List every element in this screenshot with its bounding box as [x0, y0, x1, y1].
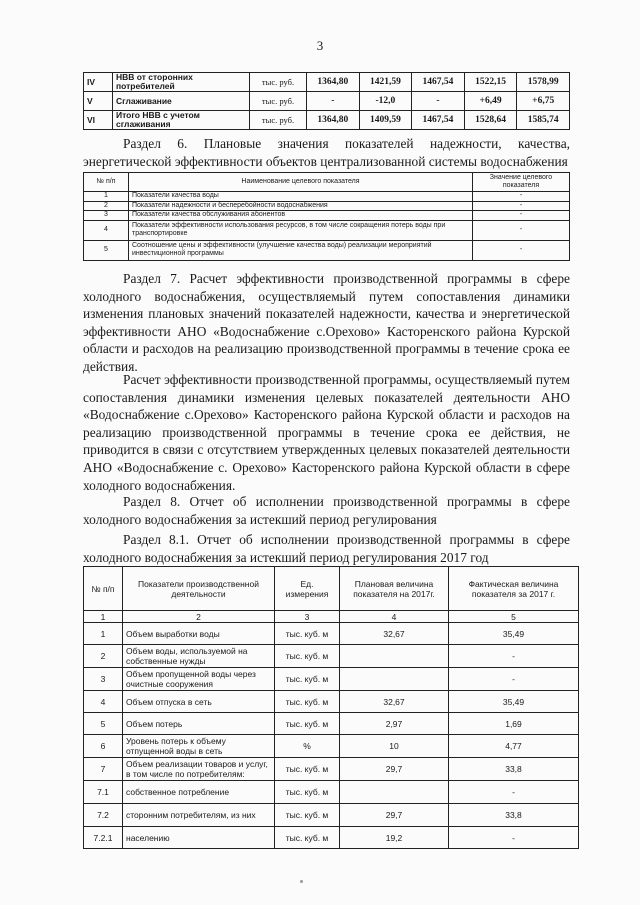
table-row [84, 827, 579, 849]
col-number: 4 [340, 611, 449, 623]
section-6-heading: Раздел 6. Плановые значения показателей надежности, качества, энергетической эффективности объектов централизованной системы водоснабжения [83, 136, 570, 169]
row-name: Показатели качества обслуживания абонентов [129, 211, 473, 221]
row-value: +6,75 [517, 92, 570, 111]
row-value: 1421,59 [359, 73, 412, 92]
row-number: 3 [84, 668, 123, 691]
row-plan-value: 2,97 [340, 713, 449, 735]
table-row [84, 73, 570, 92]
row-name: Показатели качества воды [129, 192, 473, 202]
table-row [84, 220, 570, 240]
row-number: 6 [84, 735, 123, 758]
col-header-unit: Ед. измерения [275, 567, 340, 611]
col-header-num: № п/п [84, 567, 123, 611]
row-value: +6,49 [464, 92, 517, 111]
row-number: 7 [84, 758, 123, 781]
row-number: 3 [84, 211, 129, 221]
row-number: VI [84, 111, 113, 130]
nvv-table [83, 72, 570, 130]
row-number: 7.2.1 [84, 827, 123, 849]
row-value: 1522,15 [464, 73, 517, 92]
table-row [84, 240, 570, 260]
row-number: 5 [84, 713, 123, 735]
col-header-num: № п/п [84, 173, 129, 192]
row-value: - [412, 92, 465, 111]
production-report-table [83, 566, 579, 849]
row-plan-value [340, 781, 449, 804]
row-fact-value: - [449, 827, 579, 849]
row-indicator: Объем потерь [123, 713, 275, 735]
row-indicator: Объем пропущенной воды через очистные сооружения [123, 668, 275, 691]
row-value: - [307, 92, 360, 111]
col-header-indicator: Показатели производственной деятельности [123, 567, 275, 611]
table-row [84, 92, 570, 111]
row-value: 1364,80 [307, 73, 360, 92]
row-value: 1409,59 [359, 111, 412, 130]
scan-speck [300, 880, 303, 883]
row-indicator: сторонним потребителям, из них [123, 804, 275, 827]
row-name: Показатели надежности и бесперебойности водоснабжения [129, 201, 473, 211]
row-value: 1467,54 [412, 73, 465, 92]
row-plan-value: 32,67 [340, 623, 449, 645]
row-value: 1528,64 [464, 111, 517, 130]
row-unit: тыс. куб. м [275, 623, 340, 645]
row-unit: тыс. куб. м [275, 781, 340, 804]
row-fact-value: 35,49 [449, 623, 579, 645]
row-indicator: собственное потребление [123, 781, 275, 804]
row-name: Сглаживание [113, 92, 250, 111]
row-unit: тыс. куб. м [275, 691, 340, 713]
row-number: 4 [84, 691, 123, 713]
table-row [84, 713, 579, 735]
table-row [84, 201, 570, 211]
section-8-1-heading: Раздел 8.1. Отчет об исполнении производственной программы в сфере холодного водоснабжения за истекший период регулирования 2017 год [83, 532, 570, 565]
row-name: Соотношение цены и эффективности (улучшение качества воды) реализации мероприятий инвестиционной программы [129, 240, 473, 260]
row-number: 1 [84, 192, 129, 202]
row-number: 2 [84, 645, 123, 668]
table-row [84, 211, 570, 221]
section-8-heading: Раздел 8. Отчет об исполнении производственной программы в сфере холодного водоснабжения за истекший период регулирования [83, 494, 570, 527]
row-number: 7.1 [84, 781, 123, 804]
target-indicators-table [83, 172, 570, 261]
table-row [84, 192, 570, 202]
row-value: - [473, 192, 570, 202]
row-name: НВВ от сторонних потребителей [113, 73, 250, 92]
row-unit: тыс. куб. м [275, 758, 340, 781]
table-row [84, 645, 579, 668]
col-header-name: Наименование целевого показателя [129, 173, 473, 192]
col-header-value: Значение целевого показателя [473, 173, 570, 192]
row-plan-value [340, 645, 449, 668]
row-number: V [84, 92, 113, 111]
row-number: 4 [84, 220, 129, 240]
row-fact-value: 1,69 [449, 713, 579, 735]
row-name: Показатели эффективности использования ресурсов, в том числе сокращения потерь воды при транспортировке [129, 220, 473, 240]
row-value: - [473, 220, 570, 240]
row-unit: тыс. руб. [250, 92, 307, 111]
row-unit: тыс. куб. м [275, 827, 340, 849]
row-number: 2 [84, 201, 129, 211]
row-indicator: Объем реализации товаров и услуг, в том числе по потребителям: [123, 758, 275, 781]
row-unit: тыс. куб. м [275, 713, 340, 735]
table-row [84, 691, 579, 713]
table-row [84, 735, 579, 758]
row-value: 1578,99 [517, 73, 570, 92]
row-value: 1585,74 [517, 111, 570, 130]
col-number: 1 [84, 611, 123, 623]
row-number: IV [84, 73, 113, 92]
row-fact-value: 33,8 [449, 804, 579, 827]
row-unit: % [275, 735, 340, 758]
row-value: 1467,54 [412, 111, 465, 130]
row-value: 1364,80 [307, 111, 360, 130]
page-number: 3 [316, 38, 324, 53]
row-fact-value: 4,77 [449, 735, 579, 758]
row-fact-value: 35,49 [449, 691, 579, 713]
col-header-fact: Фактическая величина показателя за 2017 г. [449, 567, 579, 611]
col-number: 2 [123, 611, 275, 623]
row-value: - [473, 201, 570, 211]
table-row [84, 623, 579, 645]
row-plan-value [340, 668, 449, 691]
row-unit: тыс. куб. м [275, 804, 340, 827]
table-row [84, 804, 579, 827]
row-number: 7.2 [84, 804, 123, 827]
row-plan-value: 29,7 [340, 804, 449, 827]
row-name: Итого НВВ с учетом сглаживания [113, 111, 250, 130]
row-fact-value: - [449, 668, 579, 691]
col-number: 3 [275, 611, 340, 623]
row-indicator: Уровень потерь к объему отпущенной воды в сеть [123, 735, 275, 758]
row-fact-value: 33,8 [449, 758, 579, 781]
row-plan-value: 32,67 [340, 691, 449, 713]
section-7-heading: Раздел 7. Расчет эффективности производственной программы в сфере холодного водоснабжения, осуществляемый путем сопоставления динамики изменения плановых значений показателей надежности, качества и энергетической эффективности АНО «Водоснабжение с.Орехово» Касторенского района Курской области и расходов на реализацию производственной программы в течение срока ее действия. [83, 271, 570, 374]
row-unit: тыс. куб. м [275, 668, 340, 691]
row-number: 5 [84, 240, 129, 260]
table-row [84, 111, 570, 130]
row-unit: тыс. руб. [250, 111, 307, 130]
row-value: -12,0 [359, 92, 412, 111]
row-fact-value: - [449, 781, 579, 804]
col-number: 5 [449, 611, 579, 623]
row-indicator: населению [123, 827, 275, 849]
table-row [84, 668, 579, 691]
table-row [84, 758, 579, 781]
row-unit: тыс. куб. м [275, 645, 340, 668]
row-value: - [473, 211, 570, 221]
row-plan-value: 29,7 [340, 758, 449, 781]
row-indicator: Объем отпуска в сеть [123, 691, 275, 713]
row-plan-value: 19,2 [340, 827, 449, 849]
row-unit: тыс. руб. [250, 73, 307, 92]
row-number: 1 [84, 623, 123, 645]
row-value: - [473, 240, 570, 260]
section-7-body: Расчет эффективности производственной программы, осуществляемый путем сопоставления динамики изменения целевых показателей деятельности АНО «Водоснабжение с.Орехово» Касторенского района Курской области и расходов на реализацию производственной программы в течение срока ее действия, не приводится в связи с отсутствием утвержденных целевых показателей деятельности АНО «Водоснабжение с. Орехово» Касторенского района Курской области в сфере холодного водоснабжения. [83, 372, 570, 493]
row-indicator: Объем воды, используемой на собственные нужды [123, 645, 275, 668]
row-indicator: Объем выработки воды [123, 623, 275, 645]
row-plan-value: 10 [340, 735, 449, 758]
row-fact-value: - [449, 645, 579, 668]
table-row [84, 781, 579, 804]
col-header-plan: Плановая величина показателя на 2017г. [340, 567, 449, 611]
